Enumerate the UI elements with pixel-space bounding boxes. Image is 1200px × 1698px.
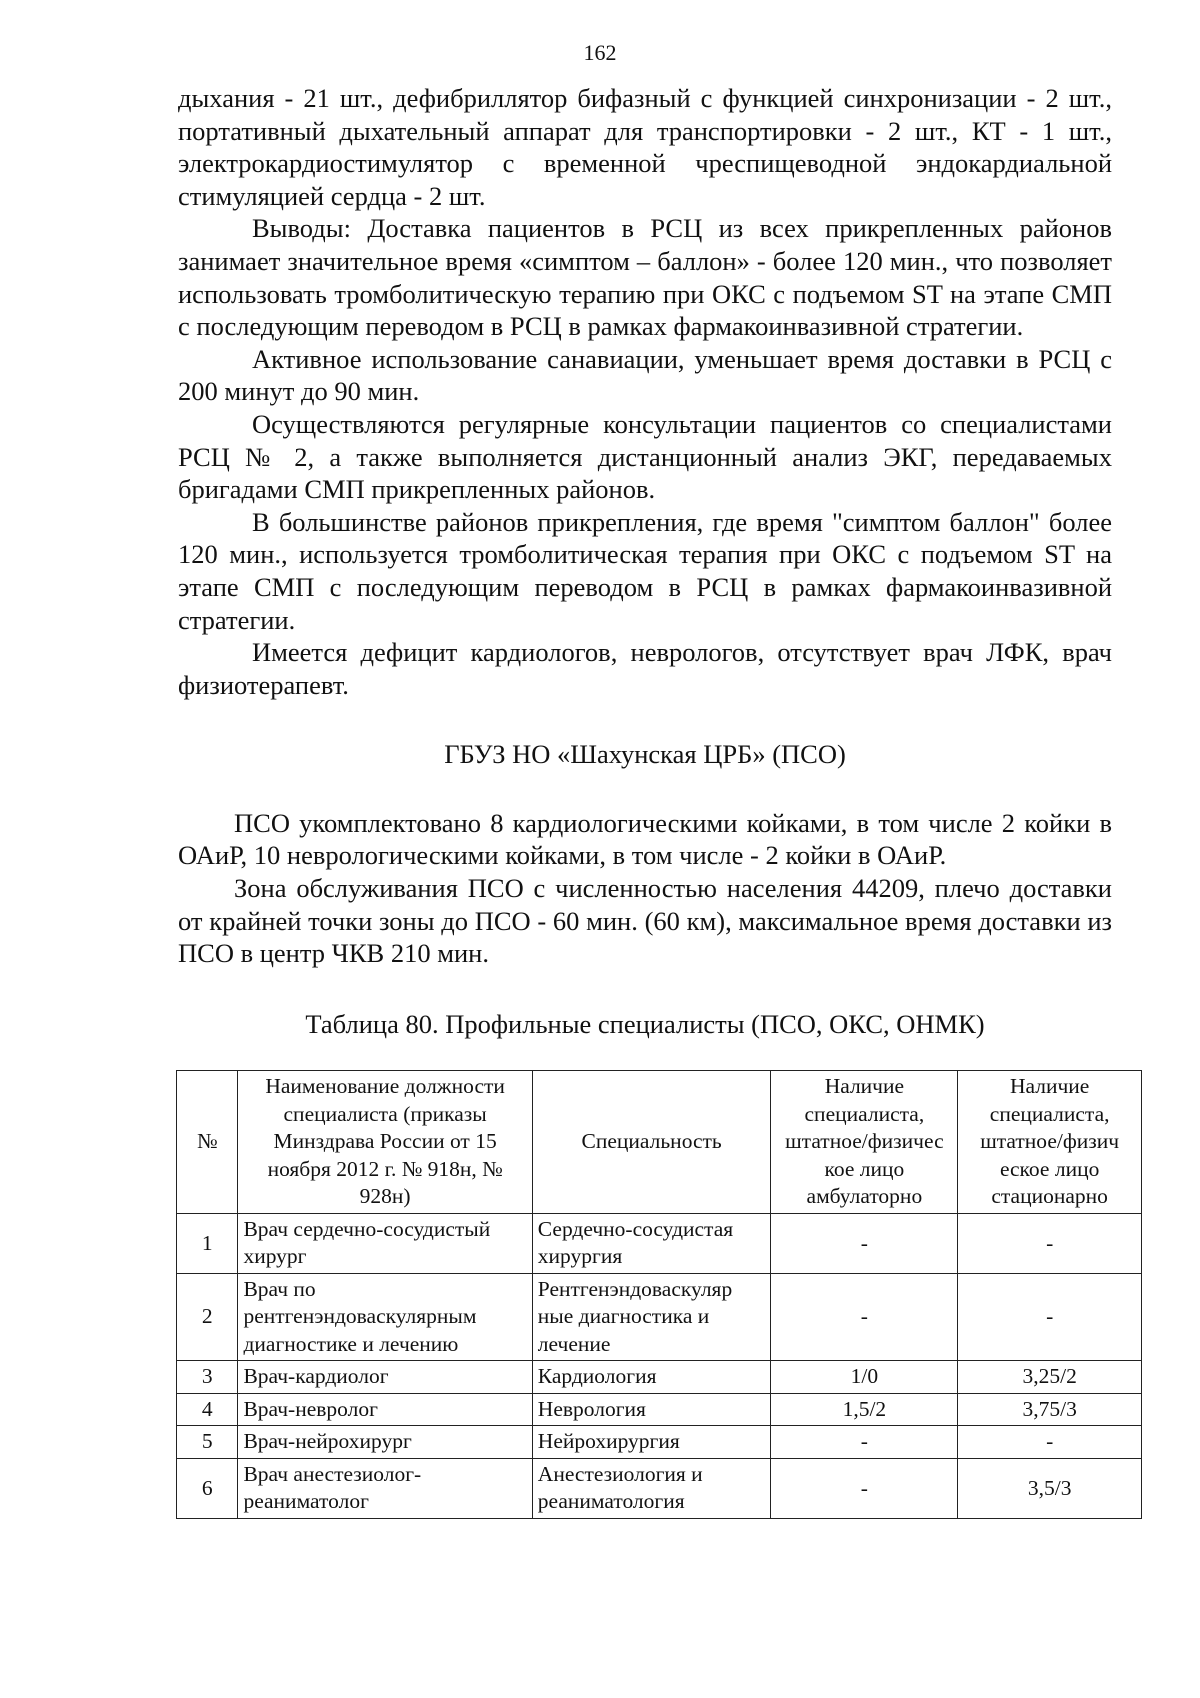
cell-position: Врач-кардиолог <box>238 1361 532 1394</box>
cell-position: Врач-невролог <box>238 1393 532 1426</box>
cell-specialty: Анестезиология и реаниматология <box>532 1458 771 1518</box>
cell-stationary: - <box>958 1273 1142 1361</box>
cell-position: Врач по рентгенэндоваскулярным диагностике и лечению <box>238 1273 532 1361</box>
cell-ambulatory: - <box>771 1273 958 1361</box>
table-header-row <box>177 1071 1142 1214</box>
table-row <box>177 1273 1142 1361</box>
cell-position: Врач анестезиолог-реаниматолог <box>238 1458 532 1518</box>
paragraph-service-zone: Зона обслуживания ПСО с численностью населения 44209, плечо доставки от крайней точки зоны до ПСО - 60 мин. (60 км), максимальное время доставки из ПСО в центр ЧКВ 210 мин. <box>178 873 1112 969</box>
section-heading: ГБУЗ НО «Шахунская ЦРБ» (ПСО) <box>444 739 846 770</box>
header-ambulatory: Наличие специалиста, штатное/физичес кое лицо амбулаторно <box>771 1071 958 1214</box>
cell-num: 5 <box>177 1426 238 1459</box>
cell-ambulatory: 1/0 <box>771 1361 958 1394</box>
paragraph-conclusions: Выводы: Доставка пациентов в РСЦ из всех прикрепленных районов занимает значительное время «симптом – баллон» - более 120 мин., что позволяет использовать тромболитическую терапию при ОКС с подъемом ST на этапе СМП с последующим переводом в РСЦ в рамках фармакоинвазивной стратегии. <box>178 213 1112 342</box>
cell-stationary: 3,5/3 <box>958 1458 1142 1518</box>
cell-stationary: 3,25/2 <box>958 1361 1142 1394</box>
cell-ambulatory: - <box>771 1213 958 1273</box>
table-row <box>177 1361 1142 1394</box>
header-num: № <box>177 1071 238 1214</box>
cell-num: 3 <box>177 1361 238 1394</box>
cell-specialty: Неврология <box>532 1393 771 1426</box>
cell-specialty: Сердечно-сосудистая хирургия <box>532 1213 771 1273</box>
cell-num: 6 <box>177 1458 238 1518</box>
page-number: 162 <box>583 40 617 65</box>
cell-position: Врач сердечно-сосудистый хирург <box>238 1213 532 1273</box>
cell-specialty: Нейрохирургия <box>532 1426 771 1459</box>
specialists-table <box>176 1070 1142 1519</box>
cell-num: 4 <box>177 1393 238 1426</box>
cell-stationary: 3,75/3 <box>958 1393 1142 1426</box>
cell-specialty: Кардиология <box>532 1361 771 1394</box>
cell-stationary: - <box>958 1426 1142 1459</box>
paragraph-consultations: Осуществляются регулярные консультации пациентов со специалистами РСЦ № 2, а также выполняется дистанционный анализ ЭКГ, передаваемых бригадами СМП прикрепленных районов. <box>178 408 1112 505</box>
cell-ambulatory: - <box>771 1458 958 1518</box>
cell-position: Врач-нейрохирург <box>238 1426 532 1459</box>
table-row <box>177 1426 1142 1459</box>
header-stationary: Наличие специалиста, штатное/физич еское лицо стационарно <box>958 1071 1142 1214</box>
table-caption: Таблица 80. Профильные специалисты (ПСО, ОКС, ОНМК) <box>305 1008 985 1039</box>
paragraph-equipment: дыхания - 21 шт., дефибриллятор бифазный с функцией синхронизации - 2 шт., портативный дыхательный аппарат для транспортировки - 2 шт., КТ - 1 шт., электрокардиостимулятор с временной чреспищеводной эндокардиальной стимуляцией сердца - 2 шт. <box>178 83 1112 211</box>
cell-specialty: Рентгенэндоваскуляр ные диагностика и лечение <box>532 1273 771 1361</box>
paragraph-sanaviation: Активное использование санавиации, уменьшает время доставки в РСЦ с 200 минут до 90 мин. <box>178 343 1112 407</box>
paragraph-thrombolysis: В большинстве районов прикрепления, где время "симптом баллон" более 120 мин., используется тромболитическая терапия при ОКС с подъемом ST на этапе СМП с последующим переводом в РСЦ в рамках фармакоинвазивной стратегии. <box>178 506 1112 635</box>
cell-num: 1 <box>177 1213 238 1273</box>
cell-num: 2 <box>177 1273 238 1361</box>
table-row <box>177 1393 1142 1426</box>
cell-stationary: - <box>958 1213 1142 1273</box>
cell-ambulatory: - <box>771 1426 958 1459</box>
paragraph-beds: ПСО укомплектовано 8 кардиологическими койками, в том числе 2 койки в ОАиР, 10 неврологическими койками, в том числе - 2 койки в ОАиР. <box>178 807 1112 871</box>
paragraph-deficit: Имеется дефицит кардиологов, неврологов, отсутствует врач ЛФК, врач физиотерапевт. <box>178 637 1112 700</box>
header-specialty: Специальность <box>532 1071 771 1214</box>
header-position: Наименование должности специалиста (приказы Минздрава России от 15 ноября 2012 г. № 918н, № 928н) <box>238 1071 532 1214</box>
cell-ambulatory: 1,5/2 <box>771 1393 958 1426</box>
document-body <box>178 82 1120 1519</box>
table-row <box>177 1458 1142 1518</box>
table-row <box>177 1213 1142 1273</box>
